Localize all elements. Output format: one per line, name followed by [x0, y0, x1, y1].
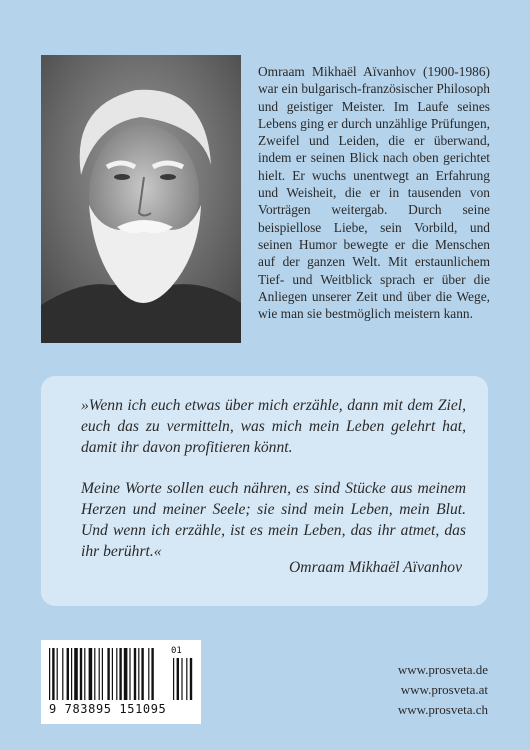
website-link-de[interactable]: www.prosveta.de — [397, 662, 488, 677]
quote-paragraph-2: Meine Worte sollen euch nähren, es sind Stücke aus meinem Herzen und meiner Seele; sie sind mein Leben, mein Blut. Und wenn ich erzähle, ist es mein Leben, das ihr atmet, das ihr berührt.« — [81, 480, 466, 560]
isbn-barcode — [41, 640, 201, 724]
portrait-image — [41, 55, 241, 343]
publisher-websites — [398, 660, 488, 720]
website-link-ch[interactable]: www.prosveta.ch — [397, 702, 488, 717]
author-biography: Omraam Mikhaël Aïvanhov (1900-1986) war ein bulgarisch-französischer Philosoph und geistiger Meister. Im Laufe seines Lebens ging er durch unzählige Prüfungen, Zweifel und Leiden, die er überwand, indem er seinen Blick nach oben gerichtet hielt. Er wuchs unentwegt an Erfahrung und Weisheit, die er in tausenden von Vorträgen weitergab. Durch seine beispiellose Liebe, sein Vorbild, und seinen Humor bewegte er die Menschen auf der ganzen Welt. Mit erstaunlichem Tief- und Weitblick sprach er über die Anliegen unserer Zeit und über die Wege, wie man sie bestmöglich meistern kann. — [258, 64, 490, 322]
quote-author: Omraam Mikhaël Aïvanhov — [289, 559, 462, 576]
quote-box — [41, 376, 488, 606]
author-portrait-photo — [41, 55, 241, 343]
website-link-at[interactable]: www.prosveta.at — [400, 682, 488, 697]
barcode-addon-number: 01 — [171, 646, 182, 656]
barcode-number: 9 783895 151095 — [49, 702, 167, 716]
quote-paragraph-1: »Wenn ich euch etwas über mich erzähle, dann mit dem Ziel, euch das zu vermitteln, was mich mein Leben gelehrt hat, damit ihr davon profitieren könnt. — [81, 397, 466, 456]
